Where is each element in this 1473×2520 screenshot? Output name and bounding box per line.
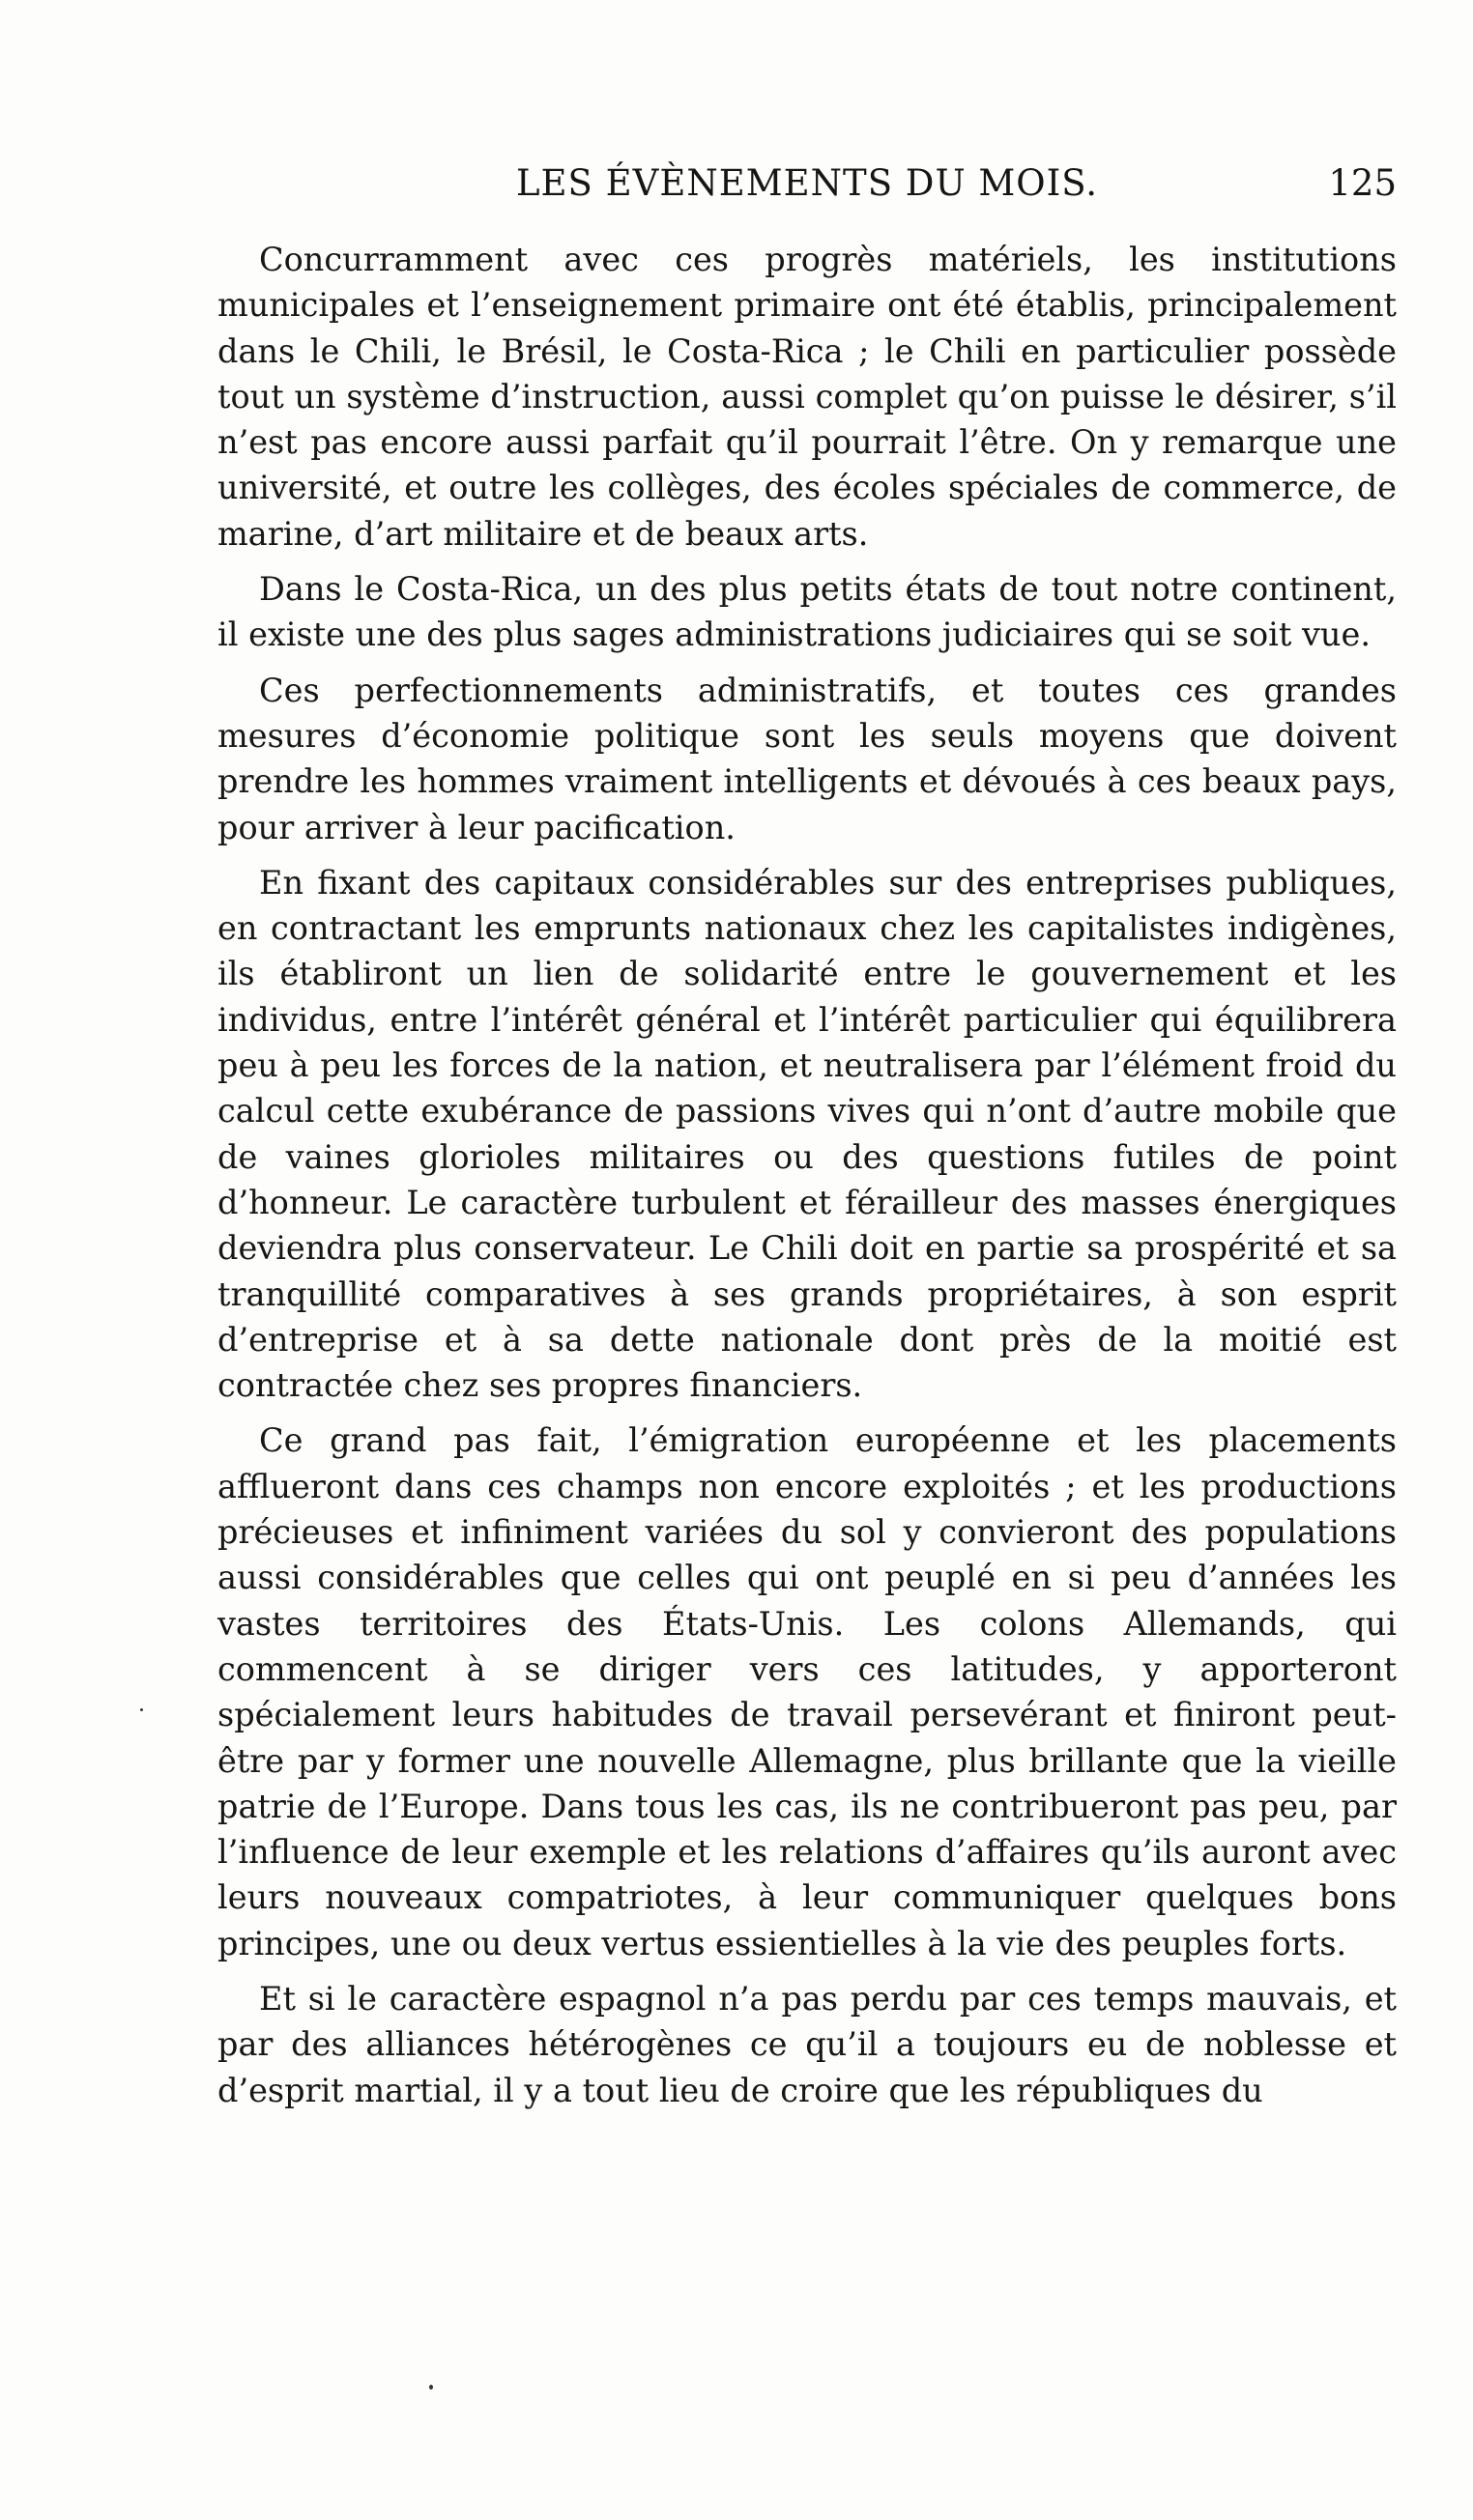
running-title: LES ÉVÈNEMENTS DU MOIS. xyxy=(515,162,1099,204)
paragraph-2: Dans le Costa-Rica, un des plus petits états de tout notre continent, il existe une des plus sages administrations judiciaires qui se soit vue. xyxy=(217,570,1397,654)
paragraph-5: Ce grand pas fait, l’émigration européenne et les placements afflueront dans ces champs non encore exploités ; et les productions précieuses et infiniment variées du sol y convieront des populations aussi considérables que celles qui ont peuplé en si peu d’années les vastes territoires des États-Unis. Les colons Allemands, qui commencent à se diriger vers ces latitudes, y apporteront spécialement leurs habitudes de travail persevérant et finiront peut-être par y former une nouvelle Allemagne, plus brillante que la vieille patrie de l’Europe. Dans tous les cas, ils ne contribueront pas peu, par l’influence de leur exemple et les relations d’affaires qu’ils auront avec leurs nouveaux compatriotes, à leur communiquer quelques bons principes, une ou deux vertus essientielles à la vie des peuples forts. xyxy=(217,1421,1397,1962)
running-head xyxy=(217,155,1397,213)
paragraph-4: En fixant des capitaux considérables sur des entreprises publiques, en contractant les emprunts nationaux chez les capitalistes indigènes, ils établiront un lien de solidarité entre le gouvernement et les individus, entre l’intérêt général et l’intérêt particulier qui équilibrera peu à peu les forces de la nation, et neutralisera par l’élément froid du calcul cette exubérance de passions vives qui n’ont d’autre mobile que de vaines glorioles militaires ou des questions futiles de point d’honneur. Le caractère turbulent et férailleur des masses énergiques deviendra plus conservateur. Le Chili doit en partie sa prospérité et sa tranquillité comparatives à ses grands propriétaires, à son esprit d’entreprise et à sa dette nationale dont près de la moitié est contractée chez ses propres financiers. xyxy=(217,863,1397,1405)
body-text xyxy=(217,237,1397,2123)
page-number: 125 xyxy=(1328,162,1397,204)
paragraph-1: Concurramment avec ces progrès matériels, les institutions municipales et l’enseignement primaire ont été établis, principalement dans le Chili, le Brésil, le Costa-Rica ; le Chili en particulier possède tout un système d’instruction, aussi complet qu’on puisse le désirer, s’il n’est pas encore aussi parfait qu’il pourrait l’être. On y remarque une université, et outre les collèges, des écoles spéciales de commerce, de marine, d’art militaire et de beaux arts. xyxy=(217,241,1397,553)
print-speck xyxy=(140,1708,143,1711)
print-speck xyxy=(429,2385,433,2390)
paragraph-6: Et si le caractère espagnol n’a pas perdu par ces temps mauvais, et par des alliances hétérogènes ce qu’il a toujours eu de noblesse et d’esprit martial, il y a tout lieu de croire que les républiques du xyxy=(217,1979,1397,2109)
paragraph-3: Ces perfectionnements administratifs, et toutes ces grandes mesures d’économie politique sont les seuls moyens que doivent prendre les hommes vraiment intelligents et dévoués à ces beaux pays, pour arriver à leur pacification. xyxy=(217,671,1397,846)
